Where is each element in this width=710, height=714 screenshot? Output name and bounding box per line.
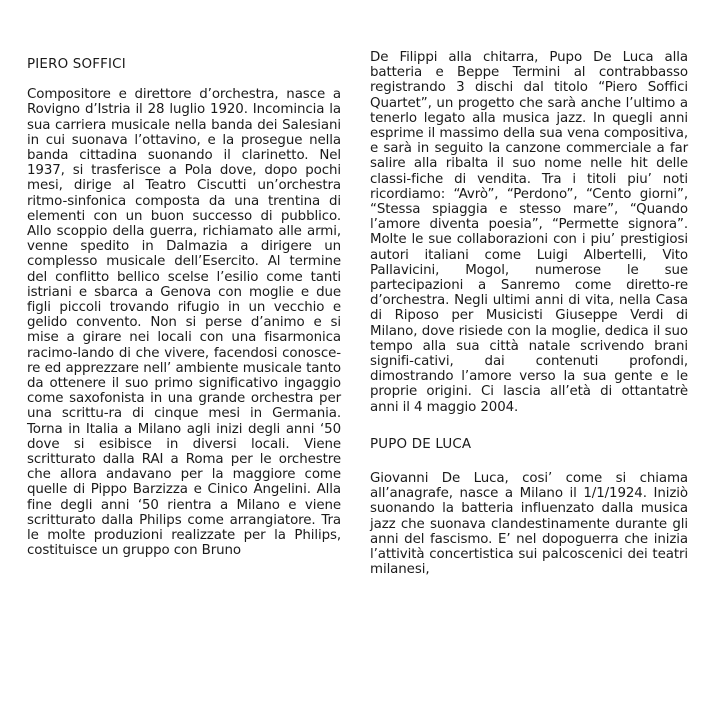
section-heading-pupo-de-luca: PUPO DE LUCA [370,436,472,452]
right-column [370,50,688,578]
biography-paragraph-de-luca: Giovanni De Luca, cosi’ come si chiama all’anagrafe, nasce a Milano il 1/1/1924. Iniziò suonando la batteria influenzato dalla musica jazz che suonava clandestinamente durante gli anni del fascismo. E’ nel dopoguerra che inizia l’attività concertistica sui palcoscenici dei teatri milanesi, [370,471,688,578]
section-heading-piero-soffici: PIERO SOFFICI [27,57,126,72]
left-column [27,57,341,559]
biography-paragraph-soffici: Compositore e direttore d’orchestra, nasce a Rovigno d’Istria il 28 luglio 1920. Incomincia la sua carriera musicale nella banda dei Salesiani in cui suonava l’ottavino, e la prosegue nella banda cittadina suonando il clarinetto. Nel 1937, si trasferisce a Pola dove, dopo pochi mesi, dirige al Teatro Ciscutti un’orchestra ritmo-sinfonica composta da una trentina di elementi con un buon successo di pubblico. Allo scoppio della guerra, richiamato alle armi, venne spedito in Dalmazia a dirigere un complesso musicale dell’Esercito. Al termine del conflitto bellico scelse l’esilio come tanti istriani e sbarca a Genova con moglie e due figli piccoli trovando rifugio in un vecchio e gelido convento. Non si perse d’animo e si mise a girare nei locali con una fisarmonica racimo-lando di che vivere, facendosi conosce-re ed apprezzare nell’ ambiente musicale tanto da ottenere il suo primo significativo ingaggio come saxofonista in una grande orchestra per una scrittu-ra di cinque mesi in Germania. Torna in Italia a Milano agli inizi degli anni ‘50 dove si esibisce in diversi locali. Viene scritturato dalla RAI a Roma per le orchestre che allora andavano per la maggiore come quelle di Pippo Barzizza e Cinico Angelini. Alla fine degli anni ‘50 rientra a Milano e viene scritturato dalla Philips come arrangiatore. Tra le molte produzioni realizzate per la Philips, costituisce un gruppo con Bruno [27,87,341,559]
biography-continuation-soffici: De Filippi alla chitarra, Pupo De Luca alla batteria e Beppe Termini al contrabbasso registrando 3 dischi dal titolo “Piero Soffici Quartet”, un progetto che sarà anche l’ultimo a tenerlo legato alla musica jazz. In quegli anni esprime il massimo della sua vena compositiva, e sarà in seguito la canzone commerciale a far salire alla ribalta il suo nome nelle hit delle classi-fiche di vendita. Tra i titoli piu’ noti ricordiamo: “Avrò”, “Perdono”, “Cento giorni”, “Stessa spiaggia e stesso mare”, “Quando l’amore diventa poesia”, “Permette signora”. Molte le sue collaborazioni con i piu’ prestigiosi autori italiani come Luigi Albertelli, Vito Pallavicini, Mogol, numerose le sue partecipazioni a Sanremo come diretto-re d’orchestra. Negli ultimi anni di vita, nella Casa di Riposo per Musicisti Giuseppe Verdi di Milano, dove risiede con la moglie, dedica il suo tempo alla sua città natale scrivendo brani signifi-cativi, dai contenuti profondi, dimostrando l’amore verso la sua gente e le proprie origini. Ci lascia all’età di ottantatrè anni il 4 maggio 2004. [370,50,688,415]
